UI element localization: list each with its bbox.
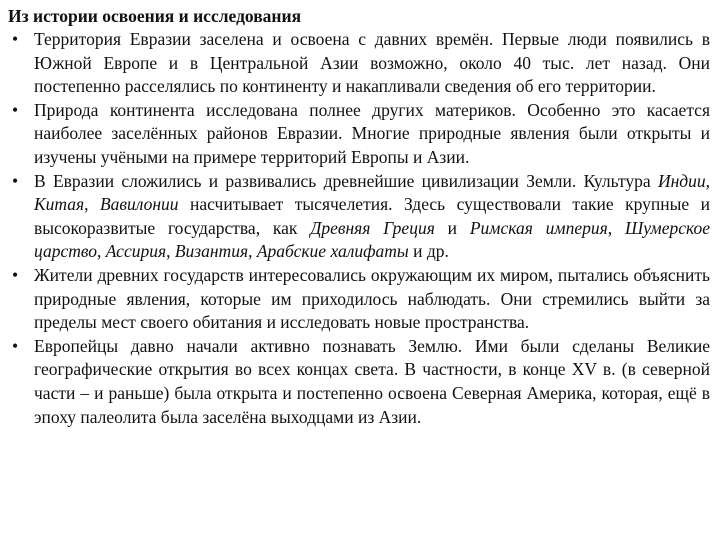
- italic-term: Шумерское царство: [34, 217, 711, 262]
- italic-term: Индии: [657, 170, 706, 191]
- bullet-marker: •: [12, 99, 19, 120]
- paragraph-text: Жители древних государств интересовались окружающим их миром, пытались объяснить природные явления, которые им приходилось наблюдать. Они стремились выйти за пределы мест своего обитания и исследовать новые пространства.: [34, 264, 710, 333]
- paragraph-text: ,: [97, 241, 106, 262]
- bullet-paragraph: [8, 264, 710, 335]
- bullet-paragraph: [8, 28, 710, 99]
- italic-term: Византия: [174, 241, 249, 262]
- paragraph-text: Природа континента исследована полнее других материков. Особенно это касается наиболее заселённых районов Евразии. Многие природные явления были открыты и изучены учёными на примере территорий Европы и Азии.: [34, 99, 710, 167]
- italic-term: Арабские халифаты: [256, 241, 409, 262]
- bullet-paragraph: [8, 335, 710, 429]
- paragraph-text: ,: [607, 217, 625, 238]
- paragraph-text: ,: [705, 170, 710, 191]
- paragraph-text: В Евразии сложились и развивались древнейшие цивилизации Земли. Культура: [34, 170, 658, 191]
- italic-term: Римская империя: [469, 217, 608, 238]
- bullet-paragraph: [8, 170, 710, 264]
- bullet-list: [8, 28, 710, 429]
- paragraph-text: и др.: [408, 241, 449, 262]
- paragraph-text: ,: [166, 241, 175, 262]
- italic-term: Китая: [34, 194, 85, 215]
- paragraph-text: ,: [248, 241, 257, 262]
- italic-term: Вавилонии: [99, 194, 179, 215]
- italic-term: Ассирия: [105, 241, 167, 262]
- italic-term: Древняя Греция: [310, 217, 435, 238]
- bullet-marker: •: [12, 29, 19, 49]
- paragraph-text: Территория Евразии заселена и освоена с давних времён. Первые люди появились в Южной Европе и в Центральной Азии возможно, около 40 тыс. лет назад. Они постепенно расселялись по континенту и накапливали сведения об его территории.: [34, 29, 710, 97]
- paragraph-text: и: [434, 217, 470, 238]
- bullet-marker: •: [12, 335, 19, 356]
- bullet-paragraph: [8, 99, 710, 170]
- bullet-marker: •: [12, 170, 19, 191]
- paragraph-text: насчитывает тысячелетия. Здесь существовали такие крупные и высокоразвитые государства, как: [34, 194, 711, 238]
- bullet-marker: •: [12, 264, 19, 285]
- paragraph-text: ,: [84, 194, 100, 215]
- section-heading: Из истории освоения и исследования: [8, 6, 302, 26]
- paragraph-text: Европейцы давно начали активно познавать Землю. Ими были сделаны Великие географические открытия во всех концах света. В частности, в конце XV в. (в северной части – и раньше) была открыта и постепенно освоена Северная Америка, которая, ещё в эпоху палеолита была заселёна выходцами из Азии.: [34, 335, 710, 427]
